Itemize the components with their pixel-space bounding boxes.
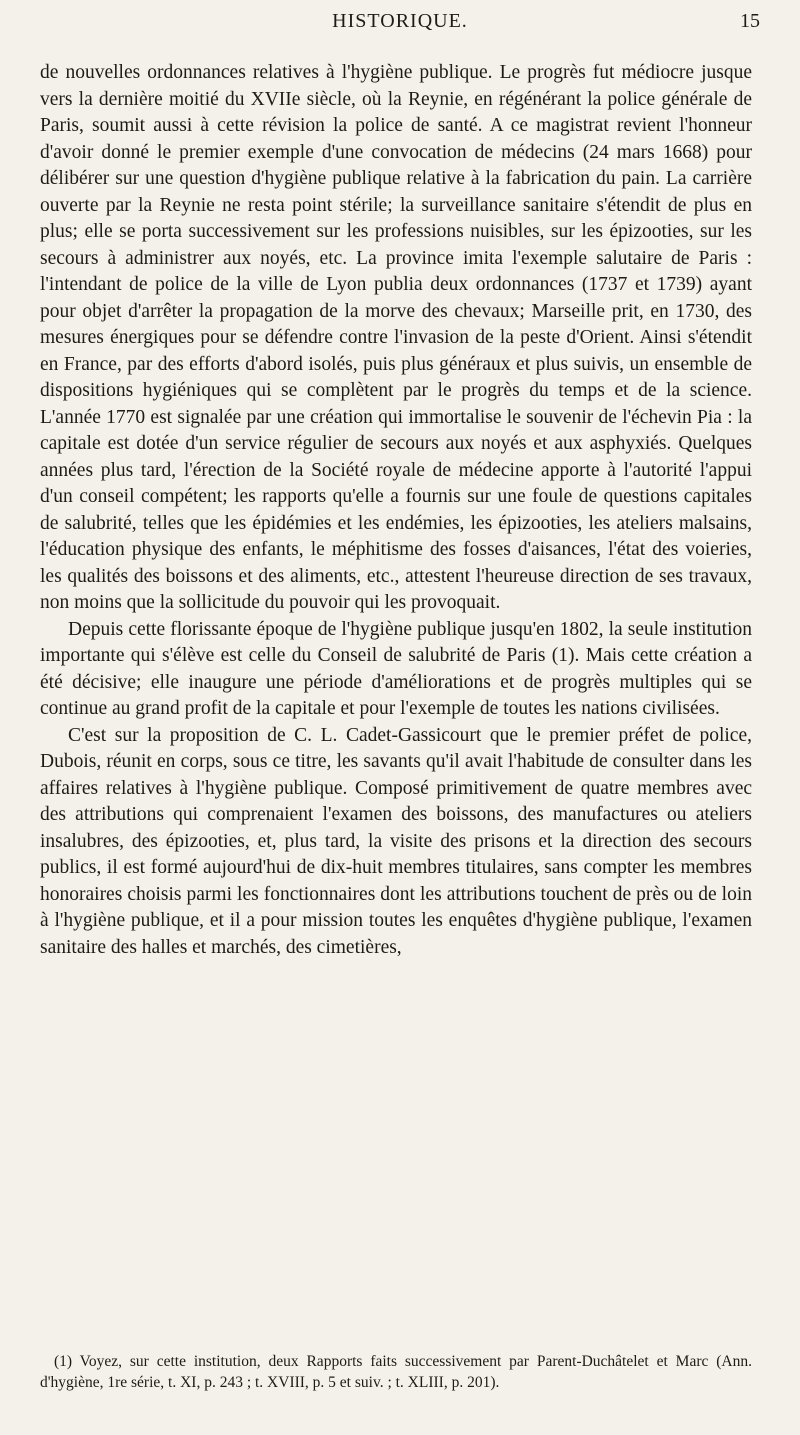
paragraph: C'est sur la proposition de C. L. Cadet-Gassicourt que le premier préfet de police, Dubois, réunit en corps, sous ce titre, les savants qu'il avait l'habitude de consulter dans les affaires relatives à l'hygiène publique. Composé primitivement de quatre membres avec des attributions qui comprenaient l'examen des boissons, des manufactures ou ateliers insalubres, des épizooties, et, plus tard, la visite des prisons et la direction des secours publics, il est formé aujourd'hui de dix-huit membres titulaires, sans compter les membres honoraires choisis parmi les fonctionnaires dont les attributions touchent de près ou de loin à l'hygiène publique, et il a pour mission toutes les enquêtes d'hygiène publique, l'examen sanitaire des halles et marchés, des cimetières, xyxy=(40,724,752,958)
page-number: 15 xyxy=(740,10,760,32)
body-text xyxy=(40,60,752,961)
paragraph: Depuis cette florissante époque de l'hygiène publique jusqu'en 1802, la seule institution importante qui s'élève est celle du Conseil de salubrité de Paris (1). Mais cette création a été décisive; elle inaugure une période d'améliorations et de progrès multiples qui se continue au grand profit de la capitale et pour l'exemple de toutes les nations civilisées. xyxy=(40,618,752,719)
footnote xyxy=(40,1351,752,1393)
paragraph: de nouvelles ordonnances relatives à l'hygiène publique. Le progrès fut médiocre jusque vers la dernière moitié du XVIIe siècle, où la Reynie, en régénérant la police générale de Paris, soumit aussi à cette révision la police de santé. A ce magistrat revient l'honneur d'avoir donné le premier exemple d'une convocation de médecins (24 mars 1668) pour délibérer sur une question d'hygiène publique relative à la fabrication du pain. La carrière ouverte par la Reynie ne resta point stérile; la surveillance sanitaire s'étendit de plus en plus; elle se porta successivement sur les professions nuisibles, sur les épizooties, sur les secours à administrer aux noyés, etc. La province imita l'exemple salutaire de Paris : l'intendant de police de la ville de Lyon publia deux ordonnances (1737 et 1739) ayant pour objet d'arrêter la propagation de la morve des chevaux; Marseille prit, en 1730, des mesures énergiques pour se défendre contre l'invasion de la peste d'Orient. Ainsi s'étendit en France, par des efforts d'abord isolés, puis plus généraux et plus suivis, un ensemble de dispositions hygiéniques qui se complètent par le progrès du temps et de la science. L'année 1770 est signalée par une création qui immortalise le souvenir de l'échevin Pia : la capitale est dotée d'un service régulier de secours aux noyés et aux asphyxiés. Quelques années plus tard, l'érection de la Société royale de médecine apporte à l'autorité l'appui d'un conseil compétent; les rapports qu'elle a fournis sur une foule de questions capitales de salubrité, telles que les épidémies et les endémies, les épizooties, les ateliers malsains, l'éducation physique des enfants, le méphitisme des fosses d'aisances, l'état des voieries, les qualités des boissons et des aliments, etc., attestent l'heureuse direction de ses travaux, non moins que la sollicitude du pouvoir qui les provoquait. xyxy=(40,62,752,613)
footnote-text: (1) Voyez, sur cette institution, deux Rapports faits successivement par Parent-Duchâtelet et Marc (Ann. d'hygiène, 1re série, t. XI, p. 243 ; t. XVIII, p. 5 et suiv. ; t. XLIII, p. 201). xyxy=(40,1353,752,1391)
running-head xyxy=(40,10,760,50)
running-title: HISTORIQUE. xyxy=(332,10,468,32)
